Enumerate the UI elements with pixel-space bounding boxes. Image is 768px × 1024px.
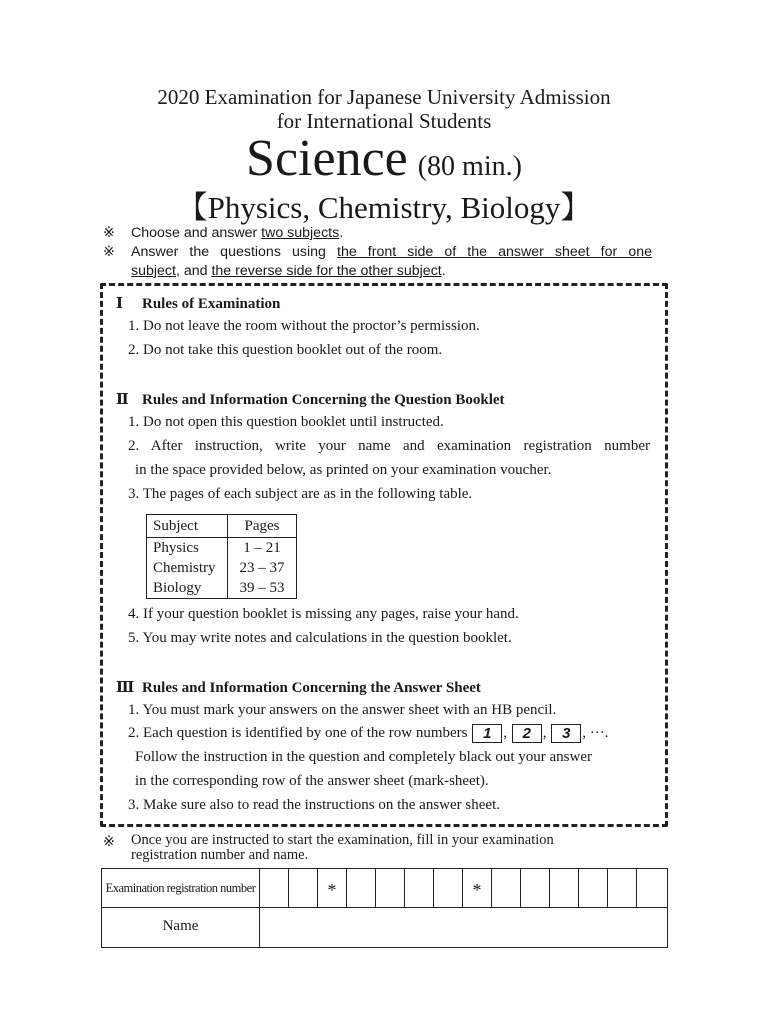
note2-underlined-3: the reverse side for the other subject — [211, 263, 442, 279]
note2-end: . — [441, 263, 446, 279]
table-cell-pages: 39 – 53 — [239, 580, 285, 596]
registration-number-label: Examination registration number — [102, 869, 260, 907]
table-cell-pages: 1 – 21 — [243, 540, 281, 556]
duration-label: (80 min.) — [417, 151, 522, 182]
instruction-note-2 — [103, 243, 663, 283]
exam-title-line2: for International Students — [276, 109, 492, 133]
table-header-pages: Pages — [228, 515, 297, 538]
registration-digit-cell[interactable] — [608, 869, 637, 907]
table-cell-subject: Chemistry — [147, 558, 228, 578]
section-3-item-2: 2. Each question is identified by one of the row numbers 1 , 2 , 3 , ···. — [128, 724, 609, 742]
section-3-item-2-line2: Follow the instruction in the question and completely black out your answer — [135, 749, 592, 765]
registration-number-row — [102, 869, 667, 908]
registration-table — [101, 868, 668, 948]
fill-in-note-line1: Once you are instructed to start the examination, fill in your examination — [131, 832, 554, 848]
note2-text: Answer the questions using — [131, 244, 337, 260]
section-3-heading — [116, 678, 481, 697]
row-number-box: 2 — [512, 724, 542, 743]
note2-underlined-2: subject — [131, 263, 176, 279]
section-1-title: Rules of Examination — [142, 296, 281, 312]
table-header-subject: Subject — [147, 515, 228, 538]
reference-mark-icon: ※ — [103, 834, 115, 850]
section-2-heading — [116, 390, 505, 409]
registration-digit-cell[interactable] — [521, 869, 550, 907]
note1-end: . — [339, 225, 344, 241]
fill-in-note-line2: registration number and name. — [131, 847, 309, 863]
table-row — [147, 538, 297, 559]
section-1-number: Ⅰ — [116, 296, 124, 312]
registration-digit-cell[interactable] — [550, 869, 579, 907]
registration-asterisk-cell: * — [463, 869, 492, 907]
instruction-note-1 — [103, 224, 663, 244]
registration-digit-cell[interactable] — [347, 869, 376, 907]
section-3-title: Rules and Information Concerning the Answer Sheet — [142, 680, 481, 696]
reference-mark-icon: ※ — [103, 225, 115, 241]
subject-title: Science — [246, 130, 408, 187]
section-1-item-2: 2. Do not take this question booklet out of the room. — [128, 342, 443, 358]
name-label: Name — [102, 908, 260, 947]
section-3-number: Ⅲ — [116, 680, 135, 696]
registration-digit-cell[interactable] — [579, 869, 608, 907]
section-3-item-1: 1. You must mark your answers on the answer sheet with an HB pencil. — [128, 702, 557, 718]
name-field[interactable] — [260, 908, 666, 947]
registration-digit-cell[interactable] — [434, 869, 463, 907]
registration-digit-cell[interactable] — [492, 869, 521, 907]
registration-digit-cell[interactable] — [289, 869, 318, 907]
note2-underlined-1: the front side of the answer sheet for one — [337, 244, 652, 260]
subjects-list: 【Physics, Chemistry, Biology】 — [176, 190, 592, 225]
row-number-box: 1 — [472, 724, 502, 743]
section-3-item-3: 3. Make sure also to read the instructions on the answer sheet. — [128, 797, 500, 813]
registration-digit-cell[interactable] — [260, 869, 289, 907]
section-2-item-2-cont: in the space provided below, as printed on your examination voucher. — [135, 462, 552, 478]
table-row — [147, 558, 297, 578]
row-number-box: 3 — [551, 724, 581, 743]
exam-title-line1: 2020 Examination for Japanese University Admission — [157, 85, 611, 109]
pages-table — [146, 514, 297, 599]
note1-underlined: two subjects — [261, 225, 340, 241]
registration-digit-cell[interactable] — [405, 869, 434, 907]
section-2-number: Ⅱ — [116, 392, 129, 408]
section-2-item-4: 4. If your question booklet is missing any pages, raise your hand. — [128, 606, 519, 622]
section-2-item-1: 1. Do not open this question booklet until instructed. — [128, 414, 444, 430]
table-row — [147, 578, 297, 599]
reference-mark-icon: ※ — [103, 244, 115, 260]
section-1-heading — [116, 294, 280, 313]
section-2-item-5: 5. You may write notes and calculations in the question booklet. — [128, 630, 512, 646]
table-header-row — [147, 515, 297, 538]
section-3-item-2-end: , ···. — [582, 724, 609, 741]
section-1-item-1: 1. Do not leave the room without the proctor’s permission. — [128, 318, 480, 334]
registration-digit-cell[interactable] — [376, 869, 405, 907]
section-2-title: Rules and Information Concerning the Question Booklet — [142, 392, 505, 408]
table-cell-subject: Biology — [147, 578, 228, 599]
section-3-item-2-line3: in the corresponding row of the answer sheet (mark-sheet). — [135, 773, 489, 789]
table-cell-subject: Physics — [147, 538, 228, 559]
section-3-item-2-text: 2. Each question is identified by one of the row numbers — [128, 724, 468, 741]
section-2-item-3: 3. The pages of each subject are as in the following table. — [128, 486, 473, 502]
registration-digit-cell[interactable] — [637, 869, 666, 907]
note1-text: Choose and answer — [131, 225, 262, 241]
section-2-item-2: 2. After instruction, write your name and examination registration number — [128, 438, 650, 454]
note2-mid: , and — [175, 263, 212, 279]
fill-in-note — [103, 833, 663, 867]
table-cell-pages: 23 – 37 — [239, 560, 285, 576]
registration-asterisk-cell: * — [318, 869, 347, 907]
